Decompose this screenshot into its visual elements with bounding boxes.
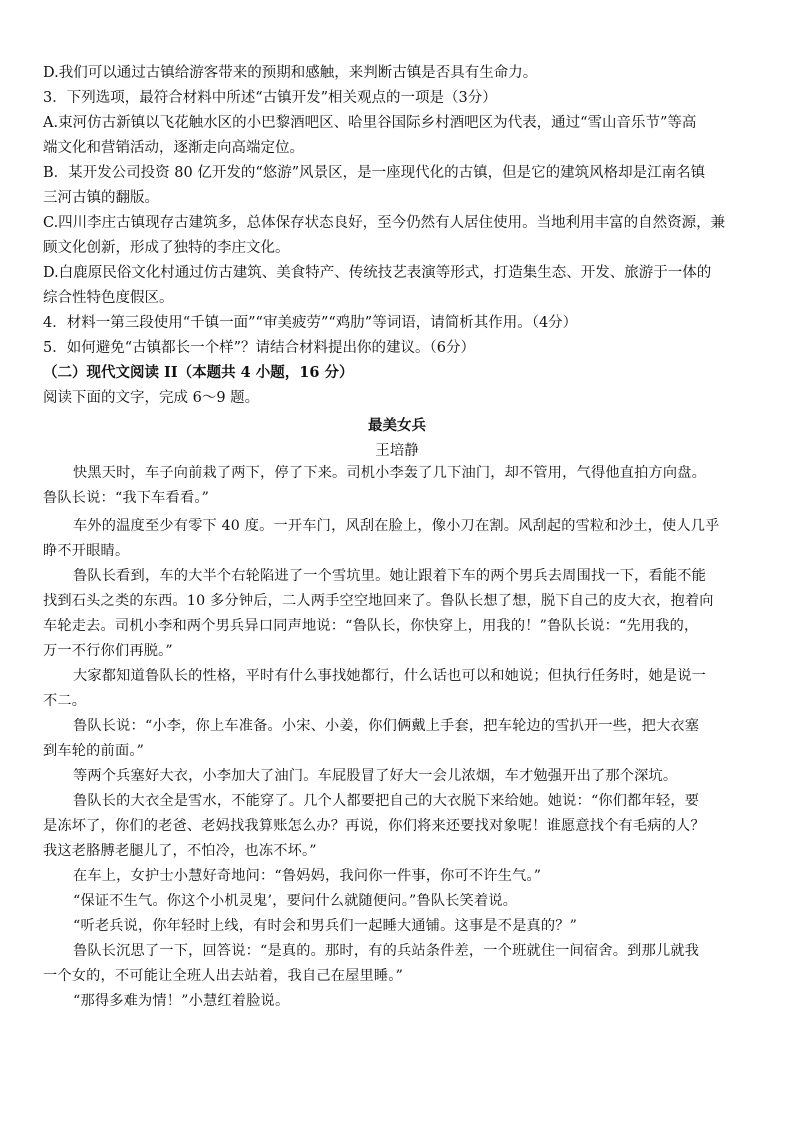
q3-option-a-line1: A.束河仿古新镇以飞花触水区的小巴黎酒吧区、哈里谷国际乡村酒吧区为代表，通过“雪山音乐节”等高 bbox=[43, 115, 697, 131]
question-5: 5．如何避免“古镇都长一个样”？请结合材料提出你的建议。（6分） bbox=[43, 340, 476, 356]
story-line: 到车轮的前面。” bbox=[43, 743, 145, 759]
q3-option-c-line1: C.四川李庄古镇现存古建筑多，总体保存状态良好，至今仍然有人居住使用。当地利用丰富的自然资源，兼 bbox=[43, 215, 726, 231]
story-line: 万一不行你们再脱。” bbox=[43, 643, 173, 659]
q3-stem: 3．下列选项，最符合材料中所述“古镇开发”相关观点的一项是（3分） bbox=[43, 90, 497, 106]
story-line: 鲁队长的大衣全是雪水，不能穿了。几个人都要把自己的大衣脱下来给她。她说：“你们都年轻，要 bbox=[73, 793, 700, 809]
section-heading: （二）现代文阅读 II（本题共 4 小题，16 分） bbox=[43, 364, 354, 381]
q3-option-b-line1: B．某开发公司投资 80 亿开发的“悠游”风景区，是一座现代化的古镇，但是它的建筑风格却是江南名镇 bbox=[43, 165, 706, 181]
q3-option-d-line2: 综合性特色度假区。 bbox=[43, 290, 174, 306]
story-line: “听老兵说，你年轻时上线，有时会和男兵们一起睡大通铺。这事是不是真的？” bbox=[73, 918, 578, 934]
story-line: 一个女的，不可能让全班人出去站着，我自己在屋里睡。” bbox=[43, 968, 404, 984]
story-author: 王培静 bbox=[375, 443, 419, 459]
story-line: “保证不生气。你这个小机灵鬼’，要问什么就随便问。”鲁队长笑着说。 bbox=[73, 893, 518, 909]
story-line: “那得多难为情！”小慧红着脸说。 bbox=[73, 993, 290, 1009]
story-line: 我这老胳膊老腿儿了，不怕冷，也冻不坏。” bbox=[43, 843, 317, 859]
story-line: 找到石头之类的东西。10 多分钟后，二人两手空空地回来了。鲁队长想了想，脱下自己的皮大衣，抱着向 bbox=[43, 593, 714, 609]
section-instruction: 阅读下面的文字，完成 6～9 题。 bbox=[43, 390, 260, 406]
story-line: 鲁队长看到，车的大半个右轮陷进了一个雪坑里。她让跟着下车的两个男兵去周围找一下，看能不能 bbox=[73, 568, 707, 584]
story-line: 鲁队长沉思了一下，回答说：“是真的。那时，有的兵站条件差，一个班就住一间宿舍。到那儿就我 bbox=[73, 943, 700, 959]
story-title: 最美女兵 bbox=[368, 417, 426, 434]
story-line: 等两个兵塞好大衣，小李加大了油门。车屁股冒了好大一会儿浓烟，车才勉强开出了那个深坑。 bbox=[73, 768, 678, 784]
q3-option-c-line2: 顾文化创新，形成了独特的李庄文化。 bbox=[43, 240, 290, 256]
story-line: 车外的温度至少有零下 40 度。一开车门，风刮在脸上，像小刀在割。风刮起的雪粒和沙土，使人几乎 bbox=[73, 518, 720, 534]
story-line: 鲁队长说：“我下车看看。” bbox=[43, 490, 210, 506]
q3-option-a-line2: 端文化和营销活动，逐渐走向高端定位。 bbox=[43, 140, 304, 156]
q3-option-b-line2: 三河古镇的翻版。 bbox=[43, 190, 159, 206]
question-4: 4．材料一第三段使用“千镇一面”“审美疲劳”“鸡肋”等词语，请简析其作用。（4分） bbox=[43, 315, 578, 331]
story-line: 不二。 bbox=[43, 693, 87, 709]
story-line: 快黑天时，车子向前栽了两下，停了下来。司机小李轰了几下油门，却不管用，气得他直拍方向盘。 bbox=[73, 465, 707, 481]
story-line: 大家都知道鲁队长的性格，平时有什么事找她都行，什么话也可以和她说；但执行任务时，她是说一 bbox=[73, 668, 707, 684]
story-line: 是冻坏了，你们的老爸、老妈找我算账怎么办？再说，你们将来还要找对象呢！谁愿意找个有毛病的人？ bbox=[43, 818, 705, 834]
q3-option-d-line1: D.白鹿原民俗文化村通过仿古建筑、美食特产、传统技艺表演等形式，打造集生态、开发、旅游于一体的 bbox=[43, 265, 712, 281]
story-line: 鲁队长说：“小李，你上车准备。小宋、小姜，你们俩戴上手套，把车轮边的雪扒开一些，把大衣塞 bbox=[73, 718, 700, 734]
story-line: 车轮走去。司机小李和两个男兵异口同声地说：“鲁队长，你快穿上，用我的！”鲁队长说：“先用我的， bbox=[43, 618, 699, 634]
story-line: 睁不开眼睛。 bbox=[43, 543, 130, 559]
q2-option-d: D.我们可以通过古镇给游客带来的预期和感触，来判断古镇是否具有生命力。 bbox=[43, 65, 538, 81]
story-line: 在车上，女护士小慧好奇地问：“鲁妈妈，我问你一件事，你可不许生气。” bbox=[73, 868, 542, 884]
